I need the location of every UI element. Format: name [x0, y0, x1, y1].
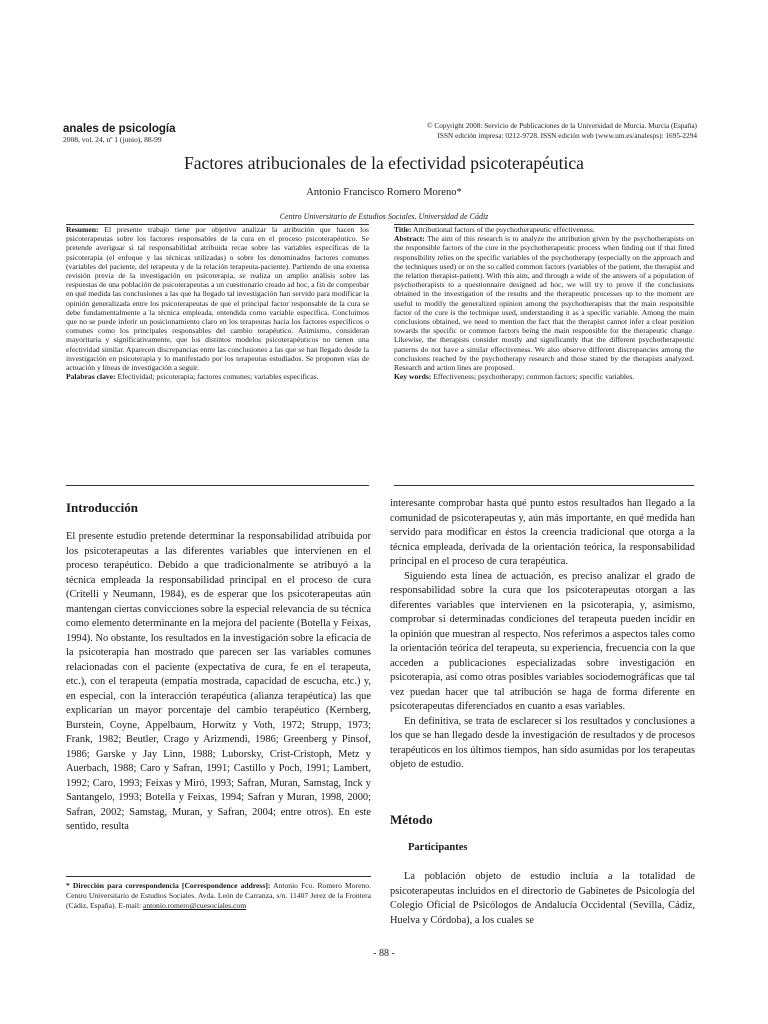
abstract-body: The aim of this research is to analyze the attribution given by the psychotherapists on the responsible factors of the cure in the psychotherapeutic process when finding out if that fitted responsibility relies on the specific variables of the psychotherapy (especially on the approach and the techniques used) or on the so called common factors (variables of the patient, the therapist and the relation therapist-patient). With this aim, and through a wide of the answers of a population of psychotherapists to a questionnaire designed ad hoc, we will try to prove if the conclusions obtained in the investigation of the results and the therapeutic processes up to the moment are useful to modify the generalized opinion among the psychotherapists that the main responsible factor of the cure is the technique used, understanding it as a specific variable. Among the main conclusions obtained, we need to mention the fact that the therapist cannot infer a clear position towards the specific or common factors being the main responsible for the therapeutic change. Likewise, the therapists consider mostly and significantly that the different psychotherapeutic patterns do not have a similar effectiveness. We also observe different discrepancies among the conclusions reached by the psychotherapy research and those stated by the therapists analyzed. Research and action lines are proposed. — [394, 234, 694, 373]
keywords-english — [394, 372, 694, 381]
article-author: Antonio Francisco Romero Moreno* — [306, 187, 462, 198]
keywords-english-label: Key words: — [394, 372, 432, 382]
intro-paragraph-3: En definitiva, se trata de esclarecer si los resultados y conclusiones a los que se han llegado desde la investigación de resultados y de procesos terapéuticos en los últimos tiempos, han sido asumidas por los terapeutas objeto de estudio. — [390, 715, 695, 770]
page-number: - 88 - — [373, 948, 395, 959]
keywords-spanish-label: Palabras clave: — [66, 372, 116, 382]
method-column — [390, 870, 695, 928]
keywords-english-body: Effectiveness; psychotherapy; common factors; specific variables. — [431, 372, 635, 382]
intro-column-right — [390, 497, 695, 773]
keywords-spanish-body: Efectividad; psicoterapia; factores comunes; variables específicas. — [115, 372, 319, 382]
intro-paragraph-1-continued: interesante comprobar hasta qué punto estos resultados han llegado a la comunidad de psicoterapeutas y, aún más importante, en qué medida han servido para modificar en éstos la creencia tradicional que otorga a la técnica empleada, derivada de la orientación teórica, la responsabilidad principal en el proceso de cura terapéutica. — [390, 498, 695, 567]
english-title-body: Attributional factors of the psychotherapeutic effectiveness. — [411, 225, 595, 234]
abstract-spanish-text — [66, 225, 369, 372]
author-email-link[interactable]: antonio.romero@cuesociales.com — [142, 901, 247, 910]
resumen-body: El presente trabajo tiene por objetivo analizar la atribución que hacen los psicoterapeutas sobre los factores responsables de la cura en el proceso psicoterapéutico. Se pretende averiguar si tal responsabilidad atribuida recae sobre las variables específicas de la psicoterapia (el enfoque y las técnicas utilizadas) o sobre los denominados factores comunes (variables del paciente, del terapeuta y de la relación terapeuta-paciente). Partiendo de una extensa revisión previa de la investigación en psicoterapia, se realiza un amplio análisis sobre las respuestas de una población de psicoterapeutas a un cuestionario creado ad hoc, a fin de comprobar en qué medida las conclusiones a las que ha llegado tal investigación han servido para modificar la opinión generalizada entre los psicoterapeutas de que el principal factor responsable de la cura se debe fundamentalmente a la técnica empleada, entendida como variable específica. Concluimos que no se puede inferir un posicionamiento claro en los terapeutas hacia los factores específicos o comunes como los principales responsables del cambio terapéutico. Asimismo, consideran mayoritaria y significativamente, que los distintos modelos psicoterapéuticos no tienen una efectividad similar. Aparecen discrepancias entre las conclusiones a las que se han llegado desde la investigación en psicoterapia y lo manifestado por los terapeutas estudiados. Se proponen vías de actuación y líneas de investigación a seguir. — [66, 225, 369, 373]
copyright-line: © Copyright 2008: Servicio de Publicaciones de la Universidad de Murcia. Murcia (España) — [427, 121, 697, 130]
abstract-english — [394, 224, 694, 486]
intro-paragraph-1: El presente estudio pretende determinar la responsabilidad atribuida por los psicoterapeutas a las diferentes variables que intervienen en el proceso terapéutico. Debido a que tradicionalmente se atribuyó a la técnica empleada la responsabilidad principal en el proceso de cura (Critelli y Neumann, 1984), es de esperar que los psicoterapeutas aún mantengan ciertas convicciones sobre la especial relevancia de su técnica como elemento determinante en la mejora del paciente (Botella y Feixas, 1994). No obstante, los resultados en la investigación sobre la eficacia de la psicoterapia han mostrado que parecen ser las variables comunes relacionadas con el paciente (expectativa de cura, fe en el terapeuta, etc.), con el terapeuta (empatía mostrada, capacidad de escucha, etc.) y, en especial, con la interacción terapéutica (alianza terapéutica) las que explicarían un mayor porcentaje del cambio terapéutico (Kernberg, Burstein, Coyne, Appelbaum, Horwitz y Voth, 1972; Strupp, 1973; Frank, 1982; Beutler, Crago y Arizmendi, 1986; Greenberg y Pinsof, 1986; Garske y Jay Linn, 1988; Luborsky, Crist-Cristoph, Metz y Auerbach, 1988; Caro y Safran, 1991; Castillo y Poch, 1991; Lambert, 1992; Caro, 1993; Feixas y Miró, 1993; Safran, Muran, Samstag, Inck y Santangelo, 1993; Botella y Feixas, 1994; Safran y Muran, 1998, 2000; Safran, 2002; Samstag, Muran, y Safran, 2004; entre otros). En este sentido, resulta — [66, 531, 371, 832]
abstract-spanish — [66, 224, 369, 486]
footnote-label: * Dirección para correspondencia [Correspondence address]: — [66, 881, 271, 890]
correspondence-footnote — [66, 881, 371, 911]
author-affiliation: Centro Universitario de Estudios Sociales. Universidad de Cádiz — [279, 212, 489, 221]
intro-column-left — [66, 530, 371, 835]
subsection-heading-participantes: Participantes — [408, 842, 468, 853]
intro-paragraph-2: Siguiendo esta línea de actuación, es preciso analizar el grado de responsabilidad sobre la cura que los psicoterapeutas otorgan a las diferentes variables que intervienen en la psicoterapia, y, asimismo, comprobar si determinadas condiciones del terapeuta pueden incidir en la opinión que muestran al respecto. Nos referimos a aspectos tales como la orientación teórica del terapeuta, su experiencia, frecuencia con la que acceden a publicaciones especializadas sobre investigación en psicoterapia, así como otras posibles variables sociodemográficas que tal vez puedan hacer que tal atribución se haga de forma diferente en psicoterapeutas diferenciados en cuanto a esas variables. — [390, 570, 695, 712]
abstract-english-text — [394, 234, 694, 372]
resumen-label: Resumen: — [66, 225, 99, 234]
footnote-body: Antonio Fco. Romero Moreno. Centro Universitario de Estudios Sociales. Avda. León de Carranza, s/n. 11407 Jerez de la Frontera (Cádiz, España). E-mail: — [66, 881, 371, 910]
english-title — [394, 225, 694, 234]
abstract-label: Abstract: — [394, 234, 425, 244]
english-title-label: Title: — [394, 225, 412, 234]
journal-issue: 2008, vol. 24, nº 1 (junio), 88-99 — [63, 135, 162, 144]
copyright-notice — [337, 121, 697, 140]
issn-line: ISSN edición impresa: 0212-9728. ISSN edición web (www.um.es/analesps): 1695-2294 — [437, 130, 697, 140]
section-heading-metodo: Método — [390, 812, 433, 827]
journal-name: anales de psicología — [63, 123, 176, 135]
keywords-spanish — [66, 372, 369, 381]
section-heading-introduccion: Introducción — [66, 500, 138, 515]
article-title: Factores atribucionales de la efectividad psicoterapéutica — [184, 153, 584, 173]
footnote-divider — [66, 876, 371, 877]
method-paragraph-1: La población objeto de estudio incluía a la totalidad de psicoterapeutas incluidos en el directorio de Gabinetes de Psicología del Colegio Oficial de Psicólogos de Andalucía Occidental (Sevilla, Cádiz, Huelva y Córdoba), a los cuales se — [390, 871, 695, 926]
